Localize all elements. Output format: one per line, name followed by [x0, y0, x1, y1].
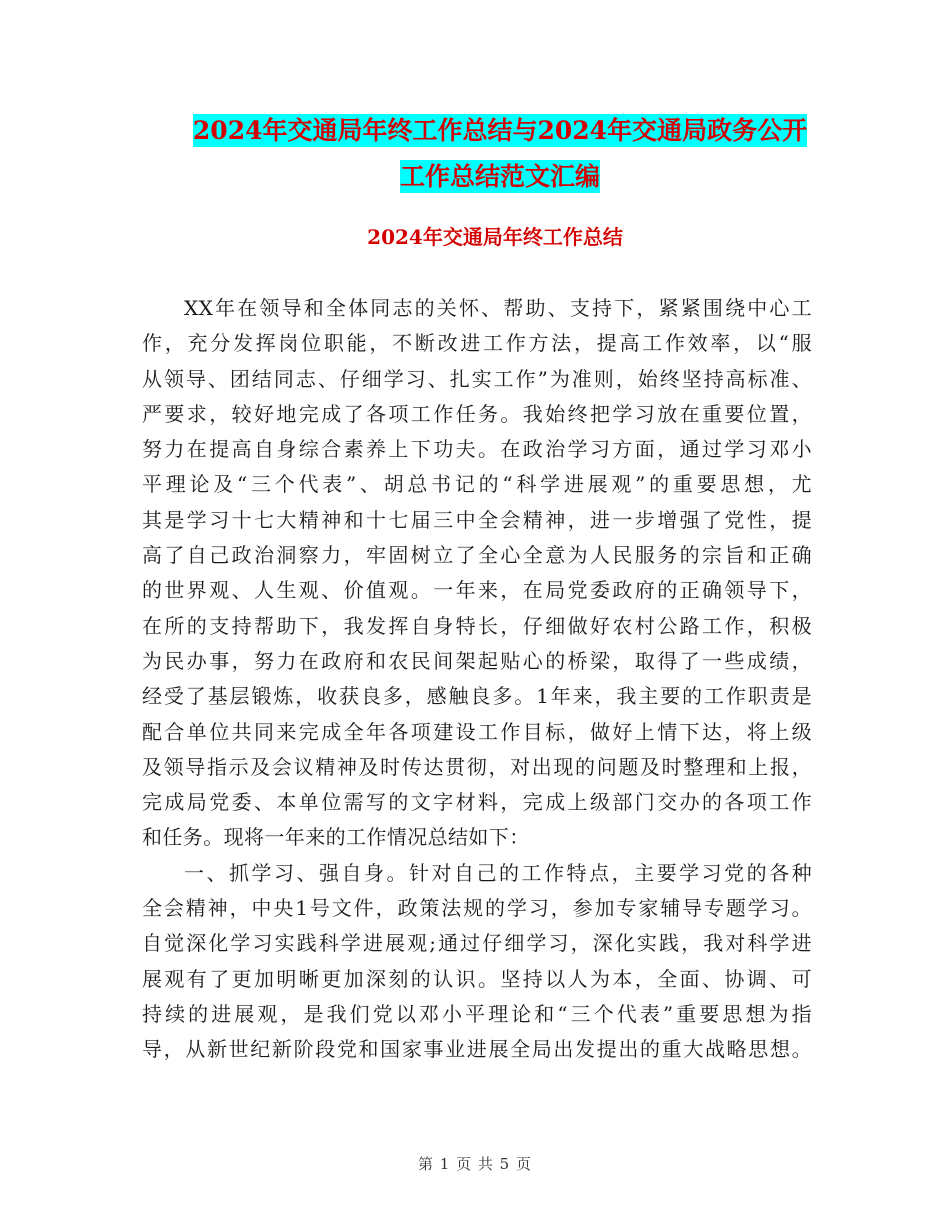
document-title — [150, 108, 850, 200]
body-line: 一、抓学习、强自身。针对自己的工作特点，主要学习党的各种 — [184, 860, 812, 885]
body-line: 努力在提高自身综合素养上下功夫。在政治学习方面，通过学习邓小 — [142, 437, 812, 462]
body-line: 严要求，较好地完成了各项工作任务。我始终把学习放在重要位置， — [142, 401, 812, 426]
body-line: 的世界观、人生观、价值观。一年来，在局党委政府的正确领导下， — [142, 578, 812, 603]
body-line: 持续的进展观，是我们党以邓小平理论和“三个代表”重要思想为指 — [142, 1001, 812, 1026]
body-line: 为民办事，努力在政府和农民间架起贴心的桥梁，取得了一些成绩， — [142, 648, 812, 673]
body-line: 配合单位共同来完成全年各项建设工作目标，做好上情下达，将上级 — [142, 719, 812, 744]
body-line: XX年在领导和全体同志的关怀、帮助、支持下，紧紧围绕中心工 — [184, 296, 812, 320]
page-footer: 第 1 页 共 5 页 — [418, 1155, 532, 1173]
body-line: 和任务。现将一年来的工作情况总结如下： — [142, 825, 530, 850]
body-line: 全会精神，中央1号文件，政策法规的学习，参加专家辅导专题学习。 — [142, 896, 812, 921]
body-line: 作，充分发挥岗位职能，不断改进工作方法，提高工作效率，以“服 — [142, 331, 812, 356]
document-title-line-2: 工作总结范文汇编 — [399, 162, 600, 191]
body-line: 及领导指示及会议精神及时传达贯彻，对出现的问题及时整理和上报， — [142, 754, 812, 779]
document-title-line-1: 2024年交通局年终工作总结与2024年交通局政务公开 — [192, 116, 808, 145]
body-line: 完成局党委、本单位需写的文字材料，完成上级部门交办的各项工作 — [142, 790, 812, 815]
body-line: 经受了基层锻炼，收获良多，感触良多。1年来，我主要的工作职责是 — [142, 684, 812, 709]
section-title: 2024年交通局年终工作总结 — [367, 225, 623, 249]
body-line: 导，从新世纪新阶段党和国家事业进展全局出发提出的重大战略思想。 — [142, 1037, 812, 1062]
body-line: 高了自己政治洞察力，牢固树立了全心全意为人民服务的宗旨和正确 — [142, 543, 812, 568]
body-line: 其是学习十七大精神和十七届三中全会精神，进一步增强了党性，提 — [142, 507, 812, 532]
body-line: 在所的支持帮助下，我发挥自身特长，仔细做好农村公路工作，积极 — [142, 613, 812, 638]
body-line: 平理论及“三个代表”、胡总书记的“科学进展观”的重要思想，尤 — [142, 472, 812, 497]
body-line: 展观有了更加明晰更加深刻的认识。坚持以人为本，全面、协调、可 — [142, 966, 812, 991]
body-line: 自觉深化学习实践科学进展观;通过仔细学习，深化实践，我对科学进 — [142, 931, 812, 956]
body-line: 从领导、团结同志、仔细学习、扎实工作”为准则，始终坚持高标准、 — [142, 366, 812, 391]
body-text — [142, 291, 812, 1068]
